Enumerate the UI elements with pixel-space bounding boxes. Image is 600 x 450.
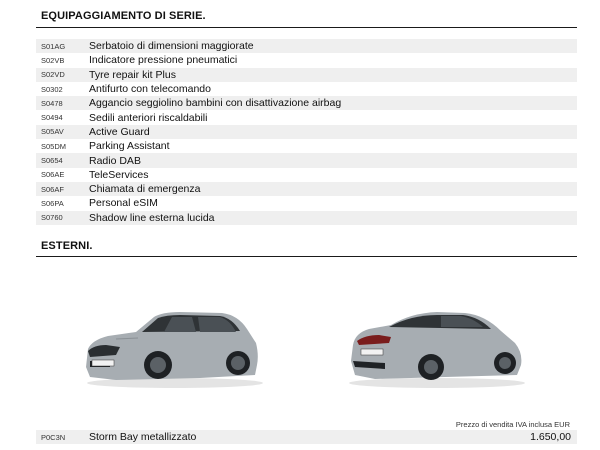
option-label: Personal eSIM [89, 197, 158, 210]
divider [36, 256, 577, 257]
list-item [36, 153, 577, 167]
option-code: P0C3N [41, 432, 66, 442]
option-code: S01AG [41, 41, 66, 51]
option-label: TeleServices [89, 168, 149, 181]
option-label: Indicatore pressione pneumatici [89, 54, 238, 67]
option-label: Radio DAB [89, 154, 141, 167]
table-row [36, 430, 577, 444]
option-label: Sedili anteriori riscaldabili [89, 111, 208, 124]
option-label: Active Guard [89, 125, 150, 138]
list-item [36, 168, 577, 182]
list-item [36, 110, 577, 124]
option-price: 1.650,00 [530, 431, 571, 443]
divider [36, 27, 577, 28]
option-code: S06PA [41, 198, 64, 208]
option-code: S0302 [41, 84, 63, 94]
option-code: S06AE [41, 170, 65, 180]
option-code: S0478 [41, 98, 63, 108]
option-code: S0760 [41, 213, 63, 223]
list-item [36, 82, 577, 96]
option-code: S02VD [41, 70, 65, 80]
option-code: S05AV [41, 127, 64, 137]
list-item [36, 125, 577, 139]
option-label: Serbatoio di dimensioni maggiorate [89, 40, 254, 53]
list-item [36, 53, 577, 67]
option-label: Chiamata di emergenza [89, 183, 201, 196]
car-front-view-image [80, 305, 265, 390]
list-item [36, 68, 577, 82]
car-rear-view-image [345, 305, 530, 390]
list-item [36, 39, 577, 53]
option-code: S06AF [41, 184, 64, 194]
option-label: Parking Assistant [89, 140, 170, 153]
standard-equipment-list [36, 39, 577, 225]
option-label: Antifurto con telecomando [89, 83, 211, 96]
list-item [36, 196, 577, 210]
option-label: Shadow line esterna lucida [89, 211, 215, 224]
option-code: S0654 [41, 156, 63, 166]
option-code: S0494 [41, 113, 63, 123]
option-label: Storm Bay metallizzato [89, 431, 197, 443]
option-code: S05DM [41, 141, 67, 151]
list-item [36, 182, 577, 196]
option-code: S02VB [41, 55, 65, 65]
list-item [36, 211, 577, 225]
section-title-esterni: ESTERNI. [41, 240, 93, 252]
list-item [36, 139, 577, 153]
section-title-serie: EQUIPAGGIAMENTO DI SERIE. [41, 10, 206, 22]
list-item [36, 96, 577, 110]
option-label: Aggancio seggiolino bambini con disattivazione airbag [89, 97, 342, 110]
option-label: Tyre repair kit Plus [89, 68, 176, 81]
price-column-header: Prezzo di vendita IVA inclusa EUR [455, 420, 570, 429]
